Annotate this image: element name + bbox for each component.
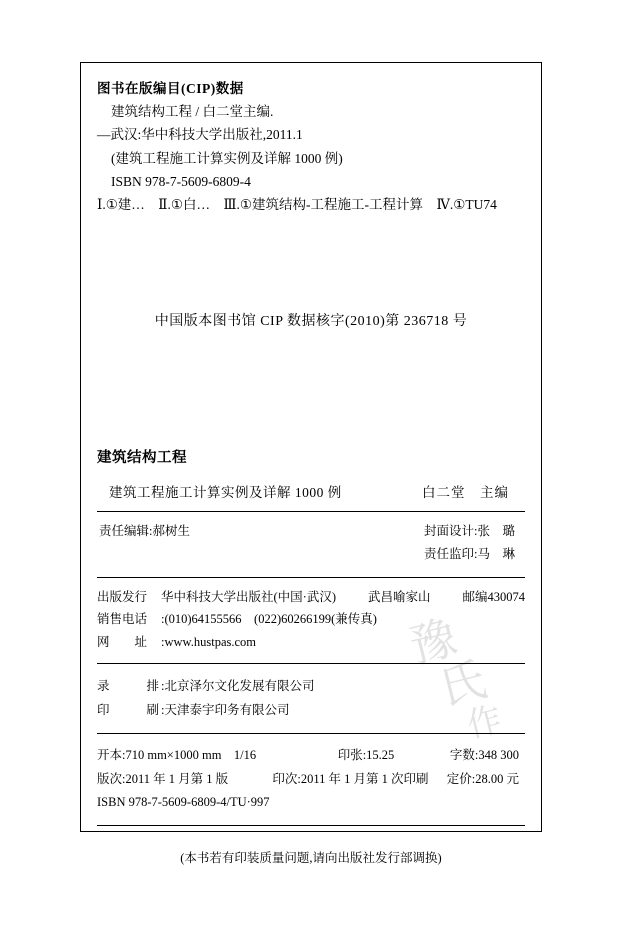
- book-identity-block: [97, 446, 525, 501]
- divider-5: [97, 825, 525, 826]
- spec-row-edition: [97, 768, 525, 792]
- specifications-block: [97, 734, 525, 815]
- cip-line-3: (建筑工程施工计算实例及详解 1000 例): [111, 150, 343, 166]
- publisher-label: 出版发行: [97, 589, 148, 604]
- typesetting-value: :北京泽尔文化发展有限公司: [161, 679, 315, 694]
- wordcount-value: 字数:348 300: [449, 747, 519, 762]
- publication-block: [97, 578, 525, 654]
- credits-row: [97, 520, 525, 543]
- website-row: [97, 631, 525, 654]
- typesetting-label: 录 排: [97, 679, 164, 694]
- impression-value: 印次:2011 年 1 月第 1 次印刷: [272, 771, 429, 786]
- sheets-value: 印张:15.25: [337, 747, 395, 762]
- copyright-page-content: [81, 63, 541, 866]
- printing-value: :天津泰宇印务有限公司: [161, 703, 290, 718]
- format-value: 开本:710 mm×1000 mm 1/16: [97, 747, 257, 762]
- price-value: 定价:28.00 元: [446, 771, 519, 786]
- publisher-address: 武昌喻家山: [367, 589, 431, 604]
- isbn-row: ISBN 978-7-5609-6809-4/TU·997: [97, 795, 270, 810]
- spec-row-format: [97, 744, 525, 768]
- book-author: 白二堂 主编: [422, 485, 509, 501]
- publisher-row: [97, 586, 525, 609]
- sales-phone-label: 销售电话: [97, 612, 148, 627]
- cover-designer-credit: 封面设计:张 璐: [424, 524, 515, 539]
- sales-phone-value: :(010)64155566 (022)60266199(兼传真): [161, 612, 377, 627]
- printing-label: 印 刷: [97, 703, 164, 718]
- cip-title: 图书在版编目(CIP)数据: [97, 81, 244, 96]
- printing-row: [97, 698, 525, 722]
- publisher-value: 华中科技大学出版社(中国·武汉): [161, 589, 336, 604]
- cip-line-1: 建筑结构工程 / 白二堂主编.: [111, 104, 274, 120]
- edition-value: 版次:2011 年 1 月第 1 版: [97, 771, 229, 786]
- copyright-page-frame: [80, 62, 542, 866]
- watermark-char-3: 作: [463, 699, 510, 745]
- book-series-row: [97, 481, 525, 501]
- editor-credit: 责任编辑:郝树生: [99, 524, 190, 539]
- cip-data-block: [97, 77, 525, 216]
- watermark-char-2: 氏: [434, 653, 494, 715]
- sales-phone-row: [97, 608, 525, 631]
- credits-block: [97, 512, 525, 566]
- cip-line-5: Ⅰ.①建… Ⅱ.①白… Ⅲ.①建筑结构-工程施工-工程计算 Ⅳ.①TU74: [97, 197, 497, 213]
- typesetting-row: [97, 674, 525, 698]
- watermark-char-1: 豫: [404, 611, 464, 673]
- book-series-title: 建筑工程施工计算实例及详解 1000 例: [109, 485, 342, 501]
- production-block: [97, 664, 525, 723]
- website-label: 网 址: [97, 634, 148, 649]
- postcode-value: 430074: [487, 589, 525, 604]
- print-supervisor-credit: 责任监印:马 琳: [424, 547, 515, 562]
- cip-core-number: 中国版本图书馆 CIP 数据核字(2010)第 236718 号: [154, 314, 468, 330]
- quality-note: (本书若有印装质量问题,请向出版社发行部调换): [180, 851, 442, 866]
- credits-row: [97, 543, 525, 566]
- cip-line-2: —武汉:华中科技大学出版社,2011.1: [97, 127, 303, 143]
- book-title: 建筑结构工程: [97, 450, 187, 467]
- cip-line-4: ISBN 978-7-5609-6809-4: [111, 173, 251, 189]
- website-value: :www.hustpas.com: [161, 634, 257, 649]
- postcode-label: 邮编: [462, 589, 488, 604]
